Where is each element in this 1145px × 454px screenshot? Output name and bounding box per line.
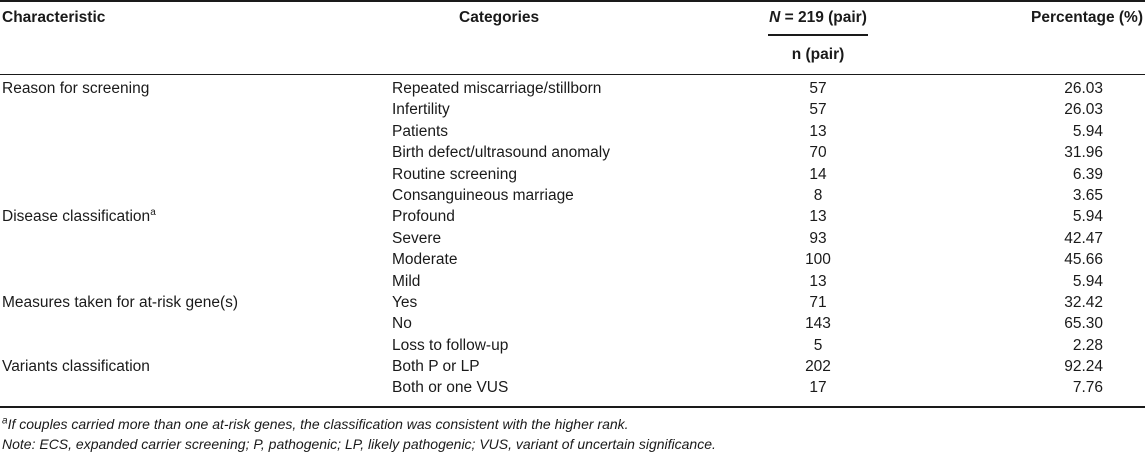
cell-category: Birth defect/ultrasound anomaly (392, 144, 610, 162)
cell-characteristic (2, 206, 156, 227)
table-row (0, 228, 1145, 249)
cell-category: Both or one VUS (392, 379, 509, 397)
cell-category: Routine screening (392, 165, 517, 183)
cell-percentage: 92.24 (1064, 358, 1103, 376)
cell-characteristic-text: Disease classification (2, 208, 151, 226)
table-row (0, 206, 1145, 227)
cell-n: 17 (809, 379, 827, 397)
cell-category: No (392, 315, 412, 333)
table-header (0, 0, 1145, 76)
cell-n: 143 (805, 315, 831, 333)
cell-n: 93 (809, 229, 827, 247)
cell-percentage: 6.39 (1072, 165, 1103, 183)
table-row (0, 335, 1145, 356)
cell-n: 70 (809, 144, 827, 162)
cell-characteristic-text: Variants classification (2, 358, 150, 376)
table-row (0, 356, 1145, 377)
cell-category: Moderate (392, 251, 458, 269)
header-n-pair: n (pair) (791, 46, 845, 63)
cell-category: Yes (392, 293, 418, 311)
table-footnotes (2, 414, 716, 454)
cell-n: 57 (809, 80, 827, 97)
table-row (0, 99, 1145, 120)
footnote-a-marker: a (2, 415, 8, 427)
cell-category: Consanguineous marriage (392, 186, 574, 204)
footnote-note: Note: ECS, expanded carrier screening; P, pathogenic; LP, likely pathogenic; VUS, variant of uncertain significance. (2, 436, 716, 452)
cell-percentage: 5.94 (1072, 272, 1103, 290)
table-header-rule (0, 74, 1145, 75)
cell-percentage: 32.42 (1064, 293, 1103, 311)
cell-percentage: 42.47 (1064, 229, 1103, 247)
table-row (0, 313, 1145, 334)
table-row (0, 78, 1145, 99)
header-n-rule (768, 34, 868, 36)
cell-characteristic (2, 356, 150, 377)
cell-n: 202 (805, 358, 831, 376)
cell-n: 13 (809, 122, 827, 140)
cell-n: 71 (809, 293, 827, 311)
header-characteristic: Characteristic (2, 9, 106, 26)
cell-characteristic-text: Reason for screening (2, 80, 150, 97)
table-row (0, 185, 1145, 206)
header-n-symbol: N (769, 9, 781, 26)
cell-percentage: 3.65 (1072, 186, 1103, 204)
cell-n: 13 (809, 208, 827, 226)
cell-category: Mild (392, 272, 421, 290)
cell-percentage: 5.94 (1072, 208, 1103, 226)
cell-percentage: 26.03 (1064, 101, 1103, 119)
table-row (0, 249, 1145, 270)
cell-characteristic (2, 292, 238, 313)
cell-category: Loss to follow-up (392, 336, 509, 354)
cell-n: 8 (813, 186, 823, 204)
table-row (0, 377, 1145, 398)
cell-category: Repeated miscarriage/stillborn (392, 80, 602, 97)
table-row (0, 121, 1145, 142)
footnote-a (2, 414, 716, 434)
cell-category: Profound (392, 208, 455, 226)
cell-percentage: 45.66 (1064, 251, 1103, 269)
cell-percentage: 65.30 (1064, 315, 1103, 333)
table-row (0, 292, 1145, 313)
cell-characteristic (2, 78, 149, 99)
footnote-a-text: If couples carried more than one at-risk genes, the classification was consistent with the higher rank. (7, 416, 629, 432)
cell-category: Both P or LP (392, 358, 480, 376)
cell-n: 14 (809, 165, 827, 183)
cell-characteristic-text: Measures taken for at-risk gene(s) (2, 293, 239, 311)
table-bottom-rule (0, 406, 1145, 408)
table-row (0, 164, 1145, 185)
table-row (0, 142, 1145, 163)
header-percentage: Percentage (%) (1031, 9, 1143, 26)
cell-category: Infertility (392, 101, 450, 119)
cell-category: Severe (392, 229, 442, 247)
cell-n: 13 (809, 272, 827, 290)
header-n-total (768, 9, 868, 27)
cell-n: 100 (805, 251, 831, 269)
cell-percentage: 2.28 (1072, 336, 1103, 354)
cell-n: 5 (813, 336, 823, 354)
cell-percentage: 7.76 (1072, 379, 1103, 397)
table-body (0, 78, 1145, 399)
header-n-value: = 219 (pair) (780, 9, 867, 26)
cell-percentage: 5.94 (1072, 122, 1103, 140)
table-row (0, 271, 1145, 292)
header-categories: Categories (459, 9, 540, 26)
cell-percentage: 26.03 (1064, 80, 1103, 97)
footnote-marker: a (150, 207, 156, 219)
cell-category: Patients (392, 122, 449, 140)
cell-percentage: 31.96 (1064, 144, 1103, 162)
cell-n: 57 (809, 101, 827, 119)
